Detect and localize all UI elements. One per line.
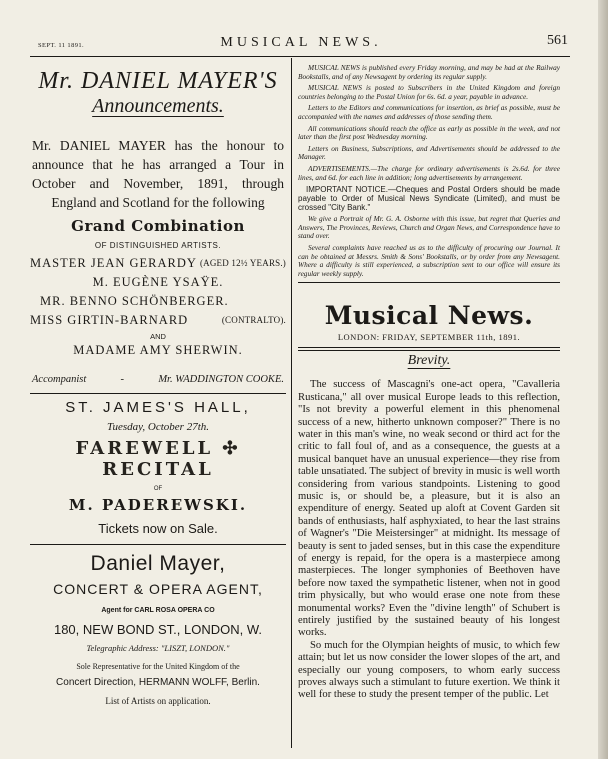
notice-paragraph: We give a Portrait of Mr. G. A. Osborne with this issue, but regret that Queries and Answers, The Provinces, Reviews, Church and Organ News, and Correspondence have to stand over.: [298, 214, 560, 241]
and-label: AND: [150, 332, 166, 341]
important-notice: IMPORTANT NOTICE.—Cheques and Postal Orders should be made payable to Order of Musical News Syndicate (Limited), and must be crossed "City Bank.": [298, 185, 560, 213]
ad-divider: [30, 393, 286, 394]
masthead-rule: [298, 347, 560, 348]
notice-paragraph: MUSICAL NEWS is published every Friday morning, and may be had at the Railway Bookstalls, and of any Newsagent by ordering its regular supply.: [298, 63, 560, 81]
article-body: [298, 379, 560, 702]
of-label: OF: [153, 486, 163, 492]
artist-name: MR. BENNO SCHÖNBERGER.: [40, 294, 229, 308]
notices-divider: [298, 282, 560, 283]
header-date: SEPT. 11 1891.: [38, 42, 85, 49]
notice-paragraph: ADVERTISEMENTS.—The charge for ordinary advertisements is 2s.6d. for three lines, and 6d. for each line in addition; long advertisements by arrangement.: [298, 163, 560, 182]
artist-item: [30, 292, 286, 311]
column-divider: [291, 58, 292, 748]
notice-paragraph: Several complaints have reached us as to the difficulty of procuring our Journal. It can be obtained at Messrs. Smith & Sons' Bookstalls, or by order from any Newsagent. Where a difficulty is still experienced, a subscription sent to our office will ensure its regular weekly supply.: [298, 242, 560, 278]
header-page-number: 561: [547, 33, 568, 48]
editorial-column: [298, 64, 560, 702]
concert-direction: Concert Direction, HERMANN WOLFF, Berlin.: [56, 677, 260, 688]
venue: ST. JAMES'S HALL,: [65, 399, 251, 416]
article-heading: Brevity.: [407, 353, 451, 369]
ad-title: Mr. DANIEL MAYER'S: [38, 68, 278, 94]
artist-item: MADAME AMY SHERWIN.: [73, 343, 243, 357]
ad-subtitle: Announcements.: [92, 95, 224, 117]
ad-divider: [30, 544, 286, 545]
grand-combination: Grand Combination: [71, 217, 245, 235]
artist-name: M. EUGÈNE YSAŸE.: [92, 275, 224, 289]
artist-detail: (AGED 12½ YEARS.): [199, 258, 286, 268]
ad-body: Mr. DANIEL MAYER has the honour to announce that he has arranged a Tour in October and November, 1891, through England and Scotland for the following: [32, 138, 284, 210]
artist-item: [30, 254, 286, 273]
accompanist-label: Accompanist: [32, 374, 87, 385]
advertisement-column: [30, 64, 286, 706]
artist-item: [30, 273, 286, 292]
agent-for: Agent for CARL ROSA OPERA CO: [101, 607, 215, 614]
farewell-recital: FAREWELL ✣ RECITAL: [75, 438, 241, 480]
page-header: [28, 32, 574, 52]
tickets-notice: Tickets now on Sale.: [98, 521, 218, 536]
masthead-title: Musical News.: [324, 301, 534, 331]
sole-representative: Sole Representative for the United Kingdom of the: [76, 662, 240, 671]
list-of-artists: List of Artists on application.: [105, 696, 211, 706]
artist-item: [30, 311, 286, 330]
artist-name: MISS GIRTIN-BARNARD: [30, 313, 189, 327]
publication-notices: [298, 64, 560, 278]
notice-paragraph: All communications should reach the office as early as possible in the week, and not later than the first post Wednesday morning.: [298, 123, 560, 142]
header-rule: [30, 56, 570, 57]
agency-address: 180, NEW BOND ST., LONDON, W.: [53, 622, 263, 637]
accompanist-line: [30, 374, 286, 385]
masthead-rule: [298, 350, 560, 351]
notice-paragraph: Letters to the Editors and communications for insertion, as brief as possible, must be accompanied with the names and addresses of those sending them.: [298, 103, 560, 121]
agency-title: CONCERT & OPERA AGENT,: [53, 581, 263, 597]
distinguished-artists: OF DISTINGUISHED ARTISTS.: [94, 241, 222, 250]
artist-name: MASTER JEAN GERARDY: [30, 256, 197, 270]
notice-paragraph: MUSICAL NEWS is posted to Subscribers in the United Kingdom and foreign countries belonging to the Postal Union for 6s. 6d. a year, payable in advance.: [298, 83, 560, 101]
accompanist-name: Mr. WADDINGTON COOKE.: [158, 374, 284, 385]
pianist-name: M. PADEREWSKI.: [68, 496, 248, 514]
header-title: MUSICAL NEWS.: [220, 35, 382, 50]
article-paragraph: The success of Mascagni's one-act opera, "Cavalleria Rusticana," all over musical Europe leads to this reflection, "Is not brevity a powerful element in this phenomenal success of a new, hitherto unknown composer?" There is no water in this man's wine, no weak second or third act for the critic to fall foul of, and as a consequence, the guests at a musical banquet have an unusual experience—they rise from table unsatiated. The subject of brevity in music is well worth considering from various standpoints. Listening to good music is, or should be, a pleasure, but it is also an expenditure of energy. Seated up aloft at Covent Garden sit bands of enthusiasts, half asphyxiated, to hear the last strains of Wagner's "Die Meistersinger" at midnight. Its message of beauty is sent to jaded senses, but in this case the expenditure of energy is repaid, for the opera is a masterpiece among masterpieces. The longer symphonies of Beethoven have before now taxed the sympathetic listener, when not in good trim physically, but who would erase one note from these monumental works? Even the "divine length" of Schubert is entirely justified by the sustained beauty of his longest works.: [298, 379, 560, 639]
page-spine-shadow: [598, 0, 608, 759]
telegraphic-address: Telegraphic Address: "LISZT, LONDON.": [86, 643, 230, 653]
masthead-dateline: LONDON: FRIDAY, SEPTEMBER 11th, 1891.: [337, 332, 521, 343]
agency-name: Daniel Mayer,: [90, 552, 226, 575]
accompanist-dash: -: [120, 374, 125, 385]
article-paragraph: So much for the Olympian heights of music, to which few attain; but let us now consider the lower slopes of the art, and especially our young composers, to whom early success proves always such a stimulant to future exertion. We think it well for these to study the present temper of the public. Let: [298, 639, 560, 701]
notice-paragraph: Letters on Business, Subscriptions, and Advertisements should be addressed to the Manager.: [298, 143, 560, 162]
recital-date: Tuesday, October 27th.: [106, 421, 210, 433]
artist-list: [30, 254, 286, 360]
artist-detail: (CONTRALTO).: [221, 315, 286, 325]
